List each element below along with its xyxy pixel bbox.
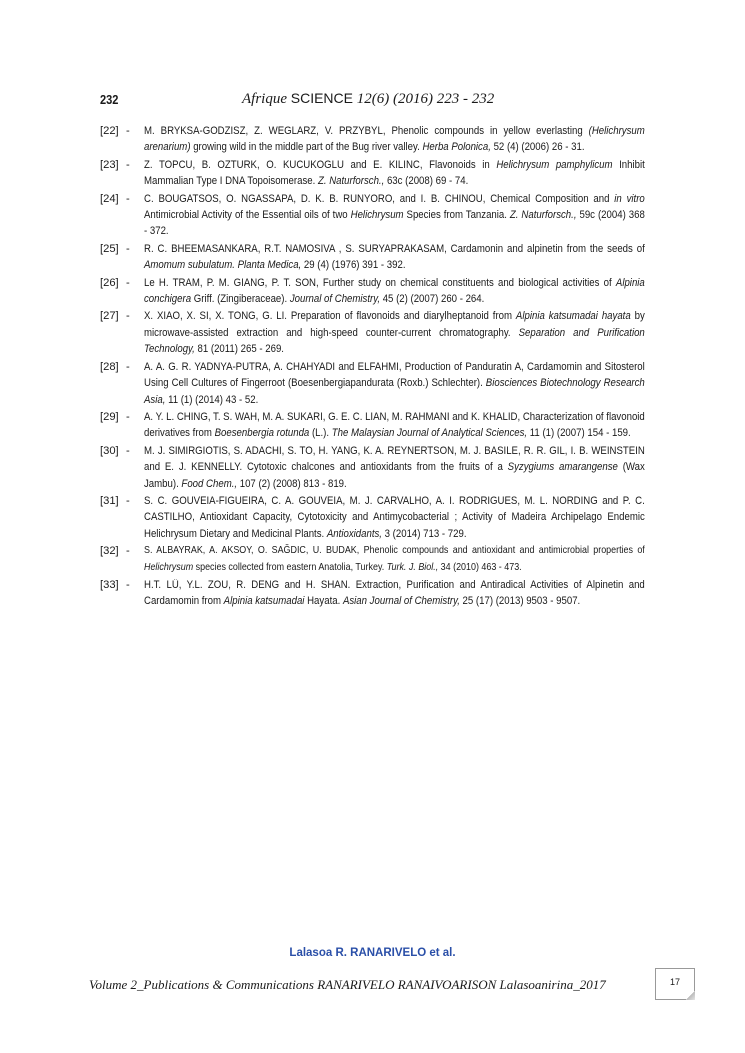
reference-text [144, 443, 645, 492]
reference-segment: H.T. LÜ, Y.L. ZOU, R. DENG and H. SHAN. Extraction, Purification and Antiradical Activities of Alpinetin and Cardamomin from [144, 578, 645, 608]
reference-item [100, 157, 646, 190]
reference-italic-segment: Boesenbergia rotunda [214, 427, 310, 440]
reference-number: [26] [100, 276, 119, 289]
reference-number: [28] [100, 360, 119, 373]
reference-dash: - [126, 310, 130, 323]
reference-item [100, 275, 646, 308]
reference-item [100, 359, 646, 408]
reference-item [100, 493, 646, 542]
reference-segment: 81 (2011) 265 - 269. [194, 343, 284, 356]
reference-text [144, 543, 645, 576]
reference-segment: species collected from eastern Anatolia, Turkey. [193, 561, 387, 573]
reference-italic-segment: Alpinia katsumadai hayata [515, 310, 631, 323]
reference-text [144, 493, 645, 542]
reference-segment: A. Y. L. CHING, T. S. WAH, M. A. SUKARI, G. E. C. LIAN, M. RAHMANI and K. KHALID, Characterization of flavonoid derivatives from [144, 410, 645, 440]
reference-segment: (L.). [309, 427, 332, 440]
reference-text [144, 241, 645, 274]
reference-italic-segment: Journal of Chemistry, [289, 293, 381, 306]
reference-segment: R. C. BHEEMASANKARA, R.T. NAMOSIVA , S. SURYAPRAKASAM, Cardamonin and alpinetin from the seeds of [144, 242, 645, 255]
reference-dash: - [126, 242, 130, 255]
reference-segment: S. C. GOUVEIA-FIGUEIRA, C. A. GOUVEIA, M. J. CARVALHO, A. I. RODRIGUES, M. L. NORDING and P. C. CASTILHO, Antioxidant Capacity, Cytotoxicity and Antimycobacterial ; Activity of Madeira Archipelago Endemic Helichrysum Dietary and Medicinal Plants. [144, 494, 645, 540]
reference-italic-segment: Helichrysum pamphylicum [496, 158, 613, 171]
reference-segment: (Wax Jambu). [144, 461, 645, 490]
reference-item [100, 543, 646, 576]
reference-segment: 11 (1) (2014) 43 - 52. [165, 393, 259, 406]
reference-text [144, 409, 645, 442]
reference-segment: Hayata. [304, 595, 343, 608]
reference-segment: Griff. (Zingiberaceae). [191, 293, 290, 306]
reference-dash: - [126, 545, 130, 558]
author-footer: Lalasoa R. RANARIVELO et al. [289, 947, 456, 959]
page-number-footer: 17 [669, 977, 680, 987]
reference-text [144, 157, 645, 190]
page-number-box [655, 968, 695, 1000]
reference-segment: growing wild in the middle part of the Bug river valley. [190, 141, 423, 154]
journal-volume: 12(6) (2016) 223 - 232 [356, 91, 495, 107]
reference-item [100, 577, 646, 610]
reference-item [100, 443, 646, 492]
reference-segment: Inhibit Mammalian Type I DNA Topoisomerase. [144, 158, 645, 188]
reference-italic-segment: Z. Naturforsch., [317, 175, 385, 188]
reference-segment: M. BRYKSA-GODZISZ, Z. WEGLARZ, V. PRZYBYL, Phenolic compounds in yellow everlasting [144, 125, 589, 137]
reference-number: [33] [100, 578, 119, 591]
reference-number: [32] [100, 545, 119, 558]
reference-segment: Species from Tanzania. [403, 209, 510, 222]
reference-text [144, 275, 645, 308]
reference-italic-segment: Herba Polonica, [422, 141, 491, 154]
reference-italic-segment: (Helichrysum arenarium) [144, 125, 645, 154]
reference-segment: 59c (2004) 368 - 372. [144, 209, 645, 238]
reference-dash: - [126, 494, 130, 507]
reference-segment: 29 (4) (1976) 391 - 392. [301, 259, 406, 272]
reference-segment: 63c (2008) 69 - 74. [384, 175, 469, 188]
reference-dash: - [126, 444, 130, 457]
reference-segment: X. XIAO, X. SI, X. TONG, G. LI. Preparation of flavonoids and diarylheptanoid from [144, 310, 516, 323]
reference-segment: 107 (2) (2008) 813 - 819. [237, 477, 347, 490]
reference-text [144, 577, 645, 610]
reference-text [144, 359, 645, 408]
reference-segment: 45 (2) (2007) 260 - 264. [380, 293, 485, 306]
reference-segment: C. BOUGATSOS, O. NGASSAPA, D. K. B. RUNYORO, and I. B. CHINOU, Chemical Composition and [144, 192, 615, 205]
reference-number: [24] [100, 192, 119, 205]
page-curl [686, 991, 695, 1000]
reference-italic-segment: Syzygiums amarangense [507, 461, 618, 474]
reference-italic-segment: Biosciences Biotechnology Research Asia, [144, 377, 645, 406]
reference-dash: - [126, 410, 130, 423]
reference-number: [29] [100, 410, 119, 423]
reference-dash: - [126, 192, 130, 205]
page-number: 232 [100, 92, 119, 107]
reference-text [144, 308, 645, 357]
reference-item [100, 191, 646, 240]
reference-segment: Le H. TRAM, P. M. GIANG, P. T. SON, Further study on chemical constituents and biological activities of [144, 276, 616, 289]
reference-number: [27] [100, 310, 119, 323]
reference-segment: 3 (2014) 713 - 729. [381, 527, 467, 540]
reference-segment: Antimicrobial Activity of the Essential oils of two [144, 209, 351, 222]
journal-title [242, 90, 494, 108]
reference-segment: S. ALBAYRAK, A. AKSOY, O. SAĞDIC, U. BUDAK, Phenolic compounds and antioxidant and antimicrobial properties of [144, 545, 645, 557]
reference-italic-segment: Alpinia katsumadai [223, 595, 305, 608]
reference-italic-segment: Asian Journal of Chemistry, [342, 595, 460, 608]
reference-italic-segment: Food Chem., [181, 477, 238, 490]
reference-segment: 11 (1) (2007) 154 - 159. [527, 427, 631, 440]
reference-number: [23] [100, 158, 119, 171]
reference-segment: M. J. SIMIRGIOTIS, S. ADACHI, S. TO, H. YANG, K. A. REYNERTSON, M. J. BASILE, R. R. GIL, I. B. WEINSTEIN and E. J. KENNELLY. Cytotoxic chalcones and antioxidants from the fruits of a [144, 444, 645, 474]
page-header [100, 92, 646, 112]
reference-italic-segment: Alpinia conchigera [144, 276, 645, 306]
reference-segment: by microwave-assisted extraction and high-speed counter-current chromatography. [144, 310, 645, 339]
reference-number: [22] [100, 125, 119, 137]
journal-name: Afrique [242, 91, 287, 107]
reference-italic-segment: Turk. J. Biol., [386, 561, 439, 573]
reference-italic-segment: Amomum subulatum. Planta Medica, [144, 259, 302, 272]
reference-item [100, 409, 646, 442]
reference-segment: 52 (4) (2006) 26 - 31. [490, 141, 585, 154]
reference-dash: - [126, 276, 130, 289]
reference-dash: - [126, 125, 130, 137]
reference-italic-segment: Separation and Purification Technology, [144, 326, 645, 356]
reference-number: [30] [100, 444, 119, 457]
reference-list [100, 123, 646, 611]
reference-dash: - [126, 158, 130, 171]
reference-item [100, 308, 646, 357]
volume-footer: Volume 2_Publications & Communications RANARIVELO RANAIVOARISON Lalasoanirina_2017 [89, 977, 606, 992]
reference-italic-segment: Helichrysum [144, 561, 194, 573]
journal-science: SCIENCE [290, 90, 353, 106]
reference-dash: - [126, 578, 130, 591]
reference-italic-segment: Z. Naturforsch., [509, 209, 577, 222]
reference-italic-segment: in vitro [614, 192, 645, 205]
reference-item [100, 123, 646, 156]
reference-text [144, 191, 645, 240]
reference-italic-segment: Antioxidants, [326, 527, 382, 540]
reference-segment: 25 (17) (2013) 9503 - 9507. [459, 595, 581, 608]
reference-number: [31] [100, 494, 119, 507]
reference-item [100, 241, 646, 274]
reference-segment: Z. TOPCU, B. OZTURK, O. KUCUKOGLU and E. KILINC, Flavonoids in [144, 158, 497, 171]
reference-italic-segment: The Malaysian Journal of Analytical Sciences, [331, 427, 528, 440]
reference-italic-segment: Helichrysum [350, 209, 404, 222]
reference-number: [25] [100, 242, 119, 255]
reference-segment: A. A. G. R. YADNYA-PUTRA, A. CHAHYADI and ELFAHMI, Production of Panduratin A, Cardamomin and Sitosterol Using Cell Cultures of Fingerroot (Boesenbergiapandurata (Roxb.) Schlechter). [144, 360, 645, 390]
reference-dash: - [126, 360, 130, 373]
reference-text [144, 123, 645, 156]
reference-segment: 34 (2010) 463 - 473. [438, 561, 522, 573]
